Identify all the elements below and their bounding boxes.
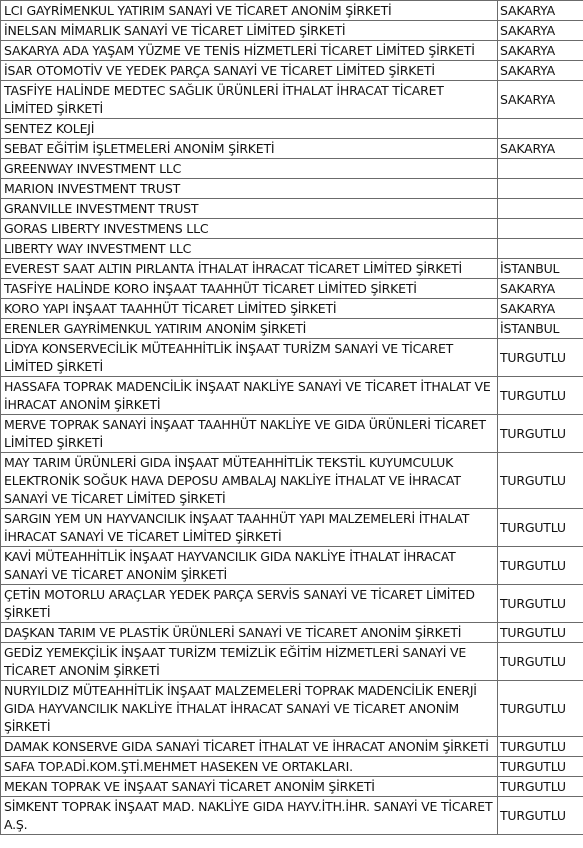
city-cell: TURGUTLU bbox=[498, 777, 583, 797]
table-row bbox=[1, 319, 583, 339]
table-row bbox=[1, 259, 583, 279]
city-cell bbox=[498, 239, 583, 259]
city-cell: TURGUTLU bbox=[498, 797, 583, 835]
city-cell bbox=[498, 119, 583, 139]
company-name-cell: GORAS LIBERTY INVESTMENS LLC bbox=[1, 219, 498, 239]
table-row bbox=[1, 585, 583, 623]
city-cell: SAKARYA bbox=[498, 139, 583, 159]
table-row bbox=[1, 239, 583, 259]
table-row bbox=[1, 737, 583, 757]
city-cell bbox=[498, 199, 583, 219]
company-name-cell: GREENWAY INVESTMENT LLC bbox=[1, 159, 498, 179]
company-name-cell: İSAR OTOMOTİV VE YEDEK PARÇA SANAYİ VE TİCARET LİMİTED ŞİRKETİ bbox=[1, 61, 498, 81]
company-name-cell: SENTEZ KOLEJİ bbox=[1, 119, 498, 139]
city-cell: SAKARYA bbox=[498, 41, 583, 61]
table-row bbox=[1, 339, 583, 377]
company-name-cell: ÇETİN MOTORLU ARAÇLAR YEDEK PARÇA SERVİS SANAYİ VE TİCARET LİMİTED ŞİRKETİ bbox=[1, 585, 498, 623]
company-name-cell: KAVİ MÜTEAHHİTLİK İNŞAAT HAYVANCILIK GIDA NAKLİYE İTHALAT İHRACAT SANAYİ VE TİCARET ANONİM ŞİRKETİ bbox=[1, 547, 498, 585]
company-name-cell: LİDYA KONSERVECİLİK MÜTEAHHİTLİK İNŞAAT TURİZM SANAYİ VE TİCARET LİMİTED ŞİRKETİ bbox=[1, 339, 498, 377]
company-name-cell: MARION INVESTMENT TRUST bbox=[1, 179, 498, 199]
table-row bbox=[1, 643, 583, 681]
company-table-body bbox=[1, 1, 583, 835]
city-cell: TURGUTLU bbox=[498, 757, 583, 777]
city-cell: TURGUTLU bbox=[498, 547, 583, 585]
city-cell: İSTANBUL bbox=[498, 319, 583, 339]
city-cell: SAKARYA bbox=[498, 279, 583, 299]
company-name-cell: MAY TARIM ÜRÜNLERİ GIDA İNŞAAT MÜTEAHHİTLİK TEKSTİL KUYUMCULUK ELEKTRONİK SOĞUK HAVA DEPOSU AMBALAJ NAKLİYE İTHALAT VE İHRACAT SANAYİ VE TİCARET LİMİTED ŞİRKETİ bbox=[1, 453, 498, 509]
table-row bbox=[1, 219, 583, 239]
company-name-cell: TASFİYE HALİNDE KORO İNŞAAT TAAHHÜT TİCARET LİMİTED ŞİRKETİ bbox=[1, 279, 498, 299]
company-name-cell: EVEREST SAAT ALTIN PIRLANTA İTHALAT İHRACAT TİCARET LİMİTED ŞİRKETİ bbox=[1, 259, 498, 279]
city-cell: TURGUTLU bbox=[498, 585, 583, 623]
company-name-cell: DAŞKAN TARIM VE PLASTİK ÜRÜNLERİ SANAYİ VE TİCARET ANONİM ŞİRKETİ bbox=[1, 623, 498, 643]
company-name-cell: NURYILDIZ MÜTEAHHİTLİK İNŞAAT MALZEMELERİ TOPRAK MADENCİLİK ENERJİ GIDA HAYVANCILIK NAKLİYE İTHALAT İHRACAT SANAYİ VE TİCARET ANONİM ŞİRKETİ bbox=[1, 681, 498, 737]
city-cell: TURGUTLU bbox=[498, 737, 583, 757]
city-cell: TURGUTLU bbox=[498, 643, 583, 681]
city-cell: TURGUTLU bbox=[498, 681, 583, 737]
table-row bbox=[1, 509, 583, 547]
company-name-cell: TASFİYE HALİNDE MEDTEC SAĞLIK ÜRÜNLERİ İTHALAT İHRACAT TİCARET LİMİTED ŞİRKETİ bbox=[1, 81, 498, 119]
table-row bbox=[1, 547, 583, 585]
table-row bbox=[1, 797, 583, 835]
table-row bbox=[1, 119, 583, 139]
company-name-cell: MEKAN TOPRAK VE İNŞAAT SANAYİ TİCARET ANONİM ŞİRKETİ bbox=[1, 777, 498, 797]
city-cell: TURGUTLU bbox=[498, 453, 583, 509]
company-name-cell: ERENLER GAYRİMENKUL YATIRIM ANONİM ŞİRKETİ bbox=[1, 319, 498, 339]
company-name-cell: HASSAFA TOPRAK MADENCİLİK İNŞAAT NAKLİYE SANAYİ VE TİCARET İTHALAT VE İHRACAT ANONİM ŞİRKETİ bbox=[1, 377, 498, 415]
table-row bbox=[1, 299, 583, 319]
table-row bbox=[1, 757, 583, 777]
company-name-cell: LIBERTY WAY INVESTMENT LLC bbox=[1, 239, 498, 259]
company-name-cell: GRANVILLE INVESTMENT TRUST bbox=[1, 199, 498, 219]
company-name-cell: SARGIN YEM UN HAYVANCILIK İNŞAAT TAAHHÜT YAPI MALZEMELERİ İTHALAT İHRACAT SANAYİ VE TİCARET LİMİTED ŞİRKETİ bbox=[1, 509, 498, 547]
company-name-cell: DAMAK KONSERVE GIDA SANAYİ TİCARET İTHALAT VE İHRACAT ANONİM ŞİRKETİ bbox=[1, 737, 498, 757]
city-cell: TURGUTLU bbox=[498, 377, 583, 415]
table-row bbox=[1, 61, 583, 81]
table-row bbox=[1, 159, 583, 179]
table-row bbox=[1, 81, 583, 119]
company-name-cell: GEDİZ YEMEKÇİLİK İNŞAAT TURİZM TEMİZLİK EĞİTİM HİZMETLERİ SANAYİ VE TİCARET ANONİM ŞİRKETİ bbox=[1, 643, 498, 681]
company-name-cell: SAFA TOP.ADİ.KOM.ŞTİ.MEHMET HASEKEN VE ORTAKLARI. bbox=[1, 757, 498, 777]
company-name-cell: SİMKENT TOPRAK İNŞAAT MAD. NAKLİYE GIDA HAYV.İTH.İHR. SANAYİ VE TİCARET A.Ş. bbox=[1, 797, 498, 835]
table-row bbox=[1, 41, 583, 61]
city-cell: TURGUTLU bbox=[498, 509, 583, 547]
table-row bbox=[1, 199, 583, 219]
table-row bbox=[1, 1, 583, 21]
table-row bbox=[1, 415, 583, 453]
city-cell bbox=[498, 219, 583, 239]
company-name-cell: İNELSAN MİMARLIK SANAYİ VE TİCARET LİMİTED ŞİRKETİ bbox=[1, 21, 498, 41]
table-row bbox=[1, 453, 583, 509]
city-cell: TURGUTLU bbox=[498, 623, 583, 643]
city-cell: SAKARYA bbox=[498, 1, 583, 21]
table-row bbox=[1, 377, 583, 415]
company-name-cell: SAKARYA ADA YAŞAM YÜZME VE TENİS HİZMETLERİ TİCARET LİMİTED ŞİRKETİ bbox=[1, 41, 498, 61]
company-name-cell: KORO YAPI İNŞAAT TAAHHÜT TİCARET LİMİTED ŞİRKETİ bbox=[1, 299, 498, 319]
company-name-cell: SEBAT EĞİTİM İŞLETMELERİ ANONİM ŞİRKETİ bbox=[1, 139, 498, 159]
table-row bbox=[1, 179, 583, 199]
table-row bbox=[1, 777, 583, 797]
city-cell: SAKARYA bbox=[498, 81, 583, 119]
city-cell: İSTANBUL bbox=[498, 259, 583, 279]
city-cell: SAKARYA bbox=[498, 61, 583, 81]
city-cell: SAKARYA bbox=[498, 299, 583, 319]
table-row bbox=[1, 139, 583, 159]
table-row bbox=[1, 623, 583, 643]
table-row bbox=[1, 21, 583, 41]
city-cell: TURGUTLU bbox=[498, 415, 583, 453]
city-cell: SAKARYA bbox=[498, 21, 583, 41]
table-row bbox=[1, 279, 583, 299]
company-name-cell: MERVE TOPRAK SANAYİ İNŞAAT TAAHHÜT NAKLİYE VE GIDA ÜRÜNLERİ TİCARET LİMİTED ŞİRKETİ bbox=[1, 415, 498, 453]
city-cell bbox=[498, 179, 583, 199]
city-cell: TURGUTLU bbox=[498, 339, 583, 377]
company-name-cell: LCI GAYRİMENKUL YATIRIM SANAYİ VE TİCARET ANONİM ŞİRKETİ bbox=[1, 1, 498, 21]
city-cell bbox=[498, 159, 583, 179]
table-row bbox=[1, 681, 583, 737]
